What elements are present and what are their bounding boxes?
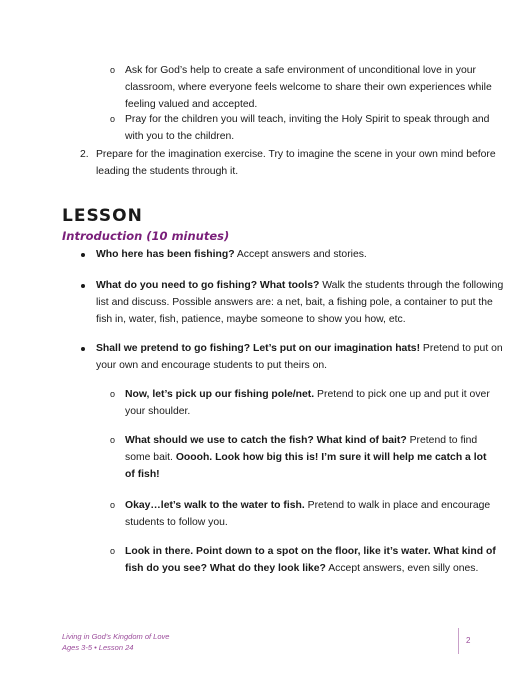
sub-bullet-1-text: Pretend to pick one up and put it over	[314, 389, 490, 400]
sub-bullet-marker: o	[110, 65, 116, 75]
sub-bullet-2-line-2	[125, 449, 486, 466]
bullet-3-line-2: your own and encourage students to put theirs on.	[96, 360, 328, 371]
bullet-2-text: Walk the students through the following	[319, 280, 504, 291]
bullet-2-line-3: fish in, water, fish, patience, maybe someone to show you how, etc.	[96, 314, 406, 325]
prep-sub-item-1-line-2: classroom, where everyone feels welcome to share their own experiences while	[125, 82, 492, 93]
bullet-dot	[81, 284, 85, 288]
page-footer	[62, 631, 169, 653]
footer-divider	[458, 628, 459, 654]
bullet-3-bold: Shall we pretend to go fishing? Let’s put on our imagination hats!	[96, 343, 421, 354]
sub-bullet-1-line-1	[125, 386, 490, 403]
prep-item-2-line-1: Prepare for the imagination exercise. Try to imagine the scene in your own mind before	[96, 149, 496, 160]
sub-bullet-2-line-1	[125, 432, 477, 449]
footer-subtitle: Ages 3-5 • Lesson 24	[62, 643, 134, 652]
bullet-dot	[81, 347, 85, 351]
sub-bullet-2-text-2: some bait.	[125, 452, 176, 463]
bullet-dot	[81, 253, 85, 257]
bullet-1-bold: Who here has been fishing?	[96, 249, 235, 260]
bullet-2-line-2: list and discuss. Possible answers are: a net, bait, a fishing pole, a container to put the	[96, 297, 493, 308]
bullet-2-bold: What do you need to go fishing? What tools?	[96, 280, 320, 291]
sub-bullet-marker: o	[110, 389, 116, 399]
prep-sub-item-1-line-3: feeling valued and accepted.	[125, 99, 258, 110]
sub-bullet-2-bold-2: Ooooh. Look how big this is! I’m sure it will help me catch a lot	[175, 452, 487, 463]
bullet-2-line-1	[96, 277, 503, 294]
subsection-title: Introduction (10 minutes)	[62, 229, 230, 243]
sub-bullet-1-line-2: your shoulder.	[125, 406, 191, 417]
sub-bullet-3-text: Pretend to walk in place and encourage	[304, 500, 491, 511]
sub-bullet-marker: o	[110, 546, 116, 556]
footer-title: Living in God’s Kingdom of Love	[62, 632, 170, 641]
sub-bullet-1-bold: Now, let’s pick up our fishing pole/net.	[125, 389, 315, 400]
list-number: 2.	[80, 149, 89, 160]
prep-sub-item-2-line-1: Pray for the children you will teach, inviting the Holy Spirit to speak through and	[125, 114, 490, 125]
sub-bullet-3-line-2: students to follow you.	[125, 517, 228, 528]
bullet-1-text: Accept answers and stories.	[234, 249, 367, 260]
bullet-3-line-1	[96, 340, 503, 357]
sub-bullet-2-bold: What should we use to catch the fish? What kind of bait?	[125, 435, 407, 446]
sub-bullet-marker: o	[110, 435, 116, 445]
section-title: LESSON	[62, 206, 143, 226]
bullet-1-line-1	[96, 246, 367, 263]
prep-sub-item-1-line-1: Ask for God’s help to create a safe environment of unconditional love in your	[125, 65, 476, 76]
sub-bullet-marker: o	[110, 500, 116, 510]
sub-bullet-3-line-1	[125, 497, 490, 514]
prep-sub-item-2-line-2: with you to the children.	[125, 131, 235, 142]
sub-bullet-3-bold: Okay…let’s walk to the water to fish.	[125, 500, 305, 511]
bullet-3-text: Pretend to put on	[420, 343, 503, 354]
sub-bullet-4-line-1: Look in there. Point down to a spot on the floor, like it’s water. What kind of	[125, 546, 496, 557]
sub-bullet-2-text: Pretend to find	[406, 435, 478, 446]
sub-bullet-4-bold-2: fish do you see? What do they look like?	[125, 563, 326, 574]
sub-bullet-2-line-3: of fish!	[125, 469, 160, 480]
sub-bullet-4-line-2	[125, 560, 478, 577]
prep-item-2-line-2: leading the students through it.	[96, 166, 239, 177]
sub-bullet-marker: o	[110, 114, 116, 124]
page-number: 2	[466, 636, 471, 645]
sub-bullet-4-text: Accept answers, even silly ones.	[325, 563, 479, 574]
